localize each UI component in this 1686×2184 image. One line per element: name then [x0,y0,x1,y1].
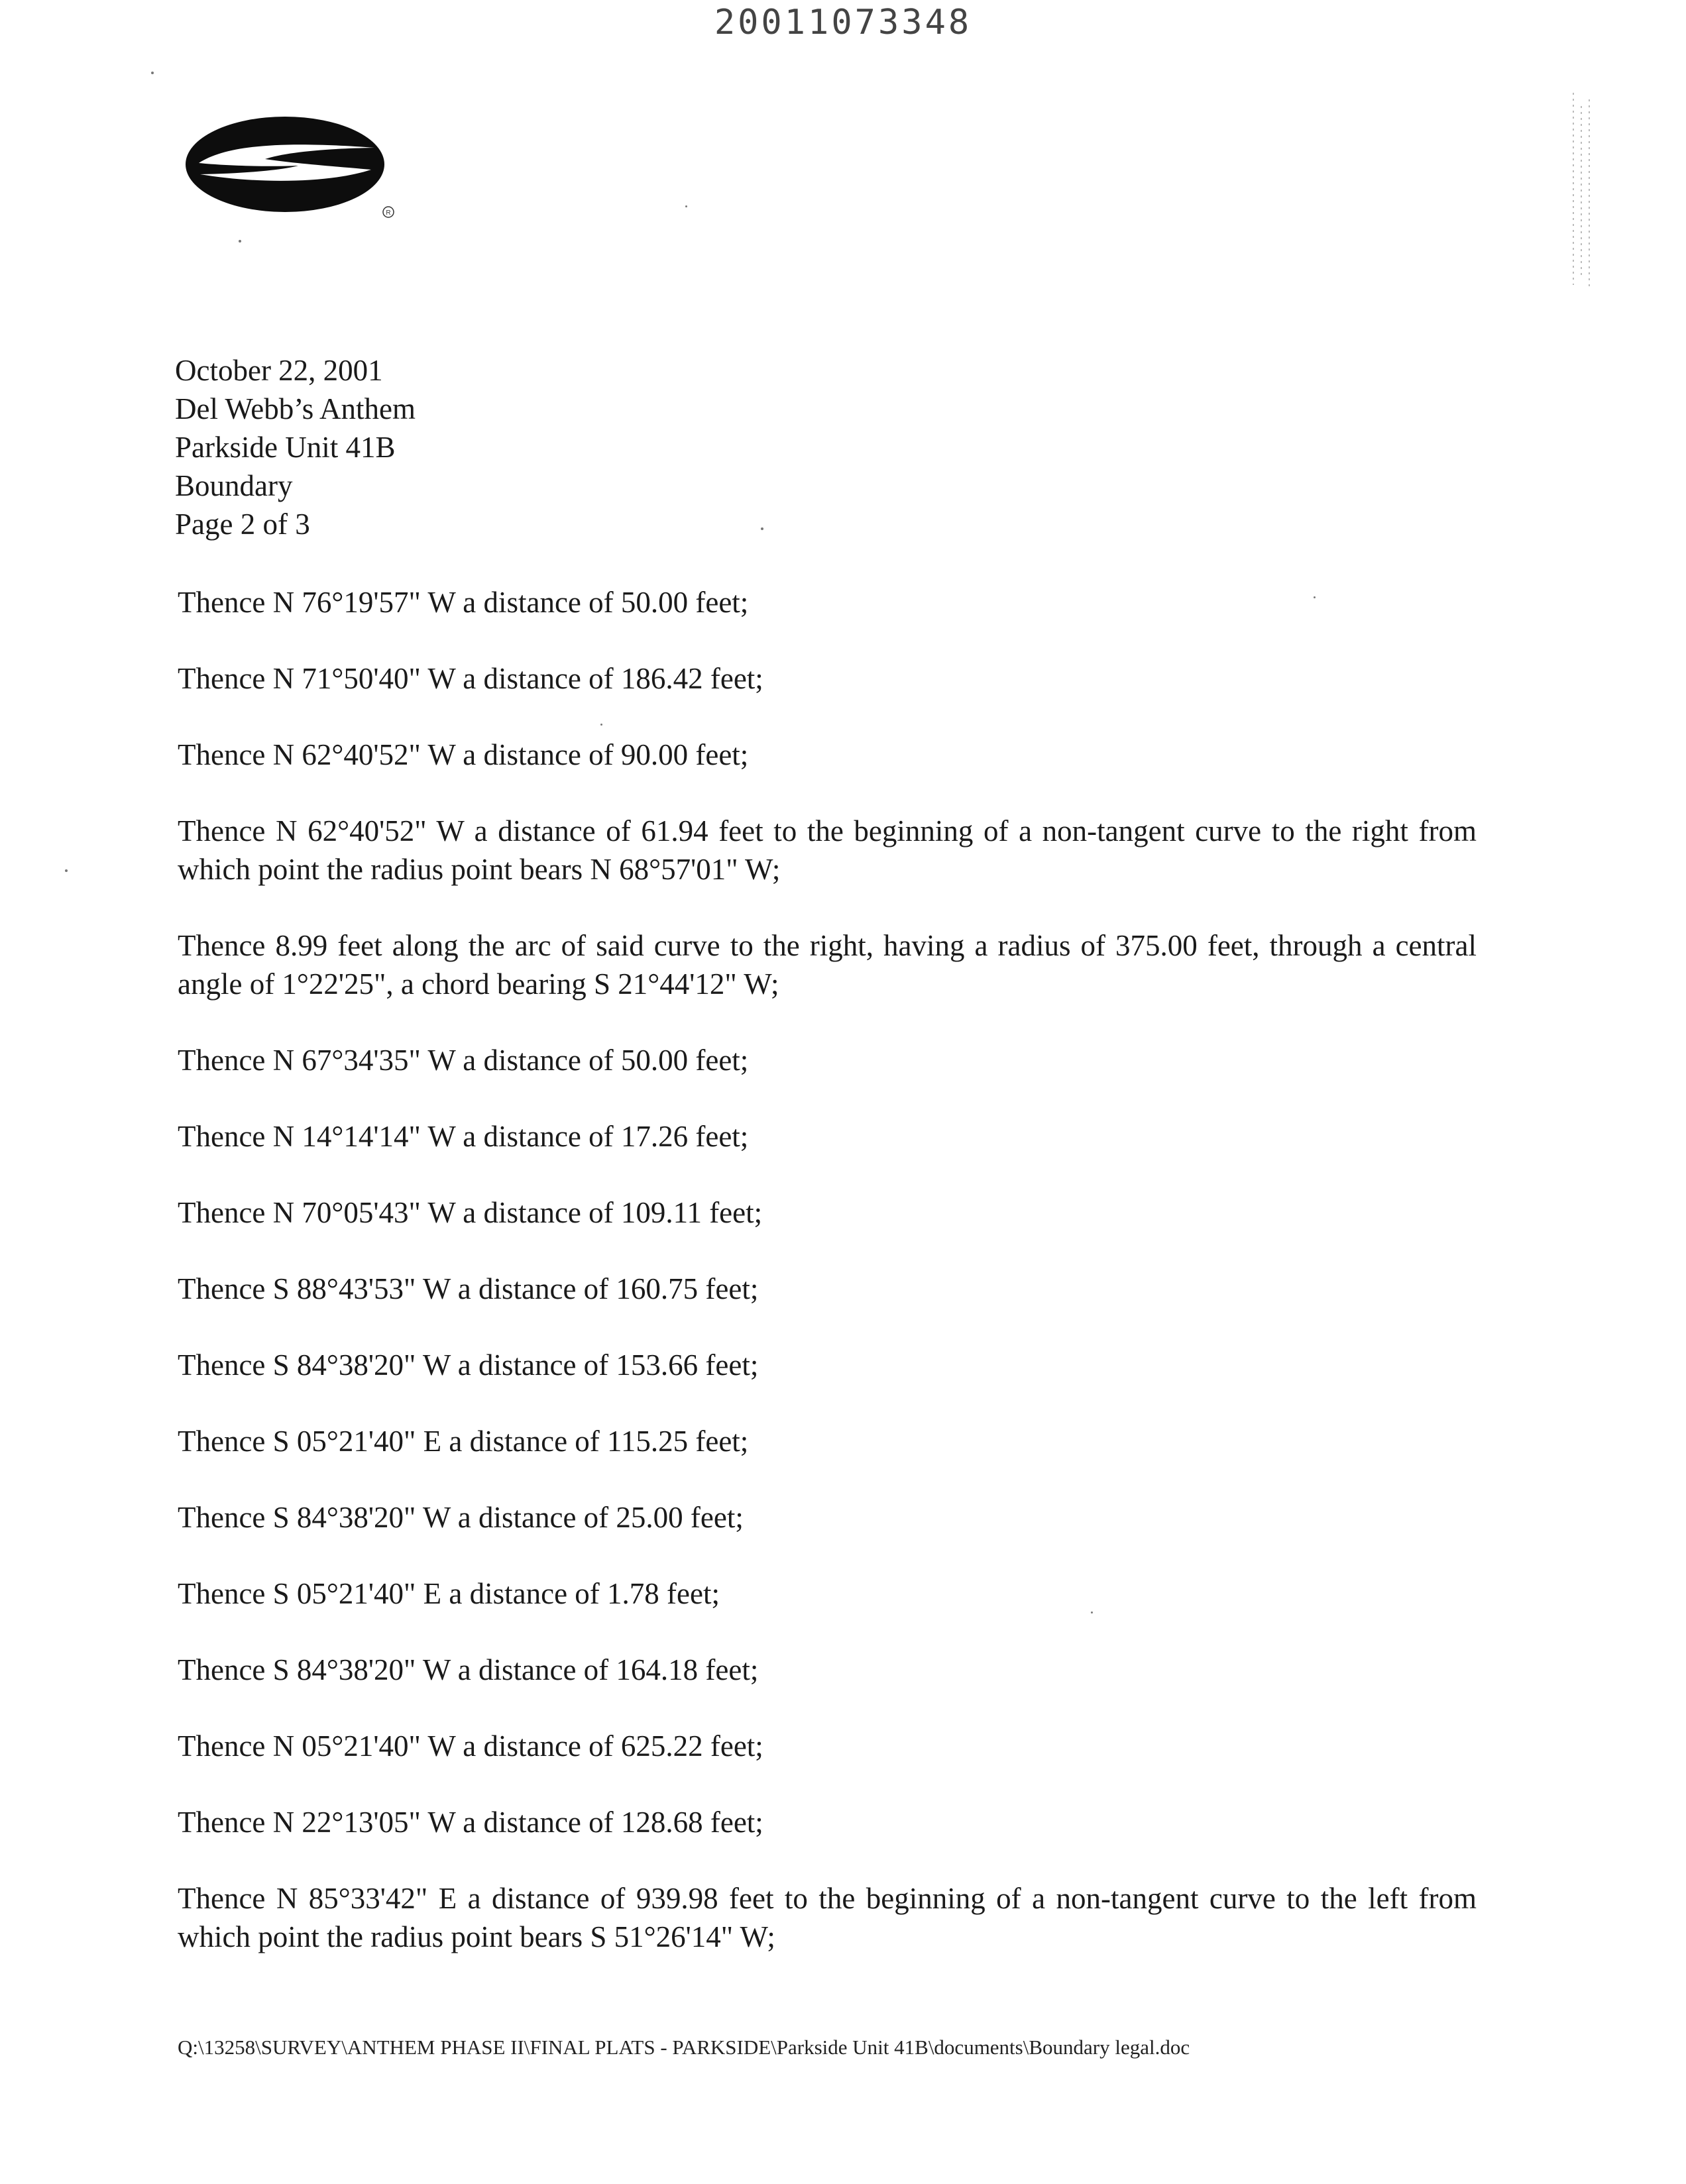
bearing-paragraph: Thence S 84°38'20" W a distance of 164.18 feet; [178,1653,759,1686]
scan-margin-marks [1569,93,1596,292]
header-unit: Parkside Unit 41B [175,431,396,464]
scan-speck [239,240,241,243]
header-block [175,351,416,543]
scan-speck [600,724,602,726]
bearing-paragraph: Thence S 84°38'20" W a distance of 153.66 feet; [178,1348,759,1382]
bearing-paragraph: Thence N 76°19'57" W a distance of 50.00 feet; [178,586,749,619]
bearing-paragraph: Thence N 62°40'52" W a distance of 90.00 feet; [178,738,749,771]
company-logo [186,111,398,224]
bearing-paragraph: Thence S 84°38'20" W a distance of 25.00 feet; [178,1501,744,1534]
bearing-paragraph: Thence S 05°21'40" E a distance of 1.78 feet; [178,1577,720,1610]
registered-mark-letter: R [386,209,391,217]
document-number: 20011073348 [714,3,972,42]
bearing-paragraph: Thence S 05°21'40" E a distance of 115.25 feet; [178,1425,749,1458]
bearing-paragraph: Thence N 71°50'40" W a distance of 186.42 feet; [178,662,763,695]
header-page-number: Page 2 of 3 [175,508,310,541]
bearing-paragraph: Thence N 70°05'43" W a distance of 109.11 feet; [178,1196,763,1229]
scan-speck [1091,1611,1093,1613]
legal-description-body [178,583,1477,1994]
bearing-paragraph: Thence S 88°43'53" W a distance of 160.75 feet; [178,1272,759,1305]
bearing-paragraph: Thence N 22°13'05" W a distance of 128.68 feet; [178,1806,763,1839]
scan-speck [65,869,68,872]
header-subject: Boundary [175,469,293,502]
bearing-paragraph: Thence N 62°40'52" W a distance of 61.94 feet to the beginning of a non-tangent curve to the right from which point the radius point bears N 68°57'01" W; [178,814,1477,886]
header-date: October 22, 2001 [175,354,383,387]
header-project: Del Webb’s Anthem [175,392,416,425]
bearing-paragraph: Thence 8.99 feet along the arc of said curve to the right, having a radius of 375.00 feet, through a central angle of 1°22'25", a chord bearing S 21°44'12" W; [178,929,1477,1001]
footer-file-path: Q:\13258\SURVEY\ANTHEM PHASE II\FINAL PLATS - PARKSIDE\Parkside Unit 41B\documents\Boundary legal.doc [178,2036,1190,2059]
scan-speck [151,72,154,74]
bearing-paragraph: Thence N 85°33'42" E a distance of 939.98 feet to the beginning of a non-tangent curve to the left from which point the radius point bears S 51°26'14" W; [178,1882,1477,1953]
bearing-paragraph: Thence N 14°14'14" W a distance of 17.26 feet; [178,1120,749,1153]
bearing-paragraph: Thence N 05°21'40" W a distance of 625.22 feet; [178,1729,763,1763]
scan-speck [761,527,763,530]
scan-speck [685,205,687,207]
scan-speck [1314,596,1316,598]
bearing-paragraph: Thence N 67°34'35" W a distance of 50.00 feet; [178,1044,749,1077]
